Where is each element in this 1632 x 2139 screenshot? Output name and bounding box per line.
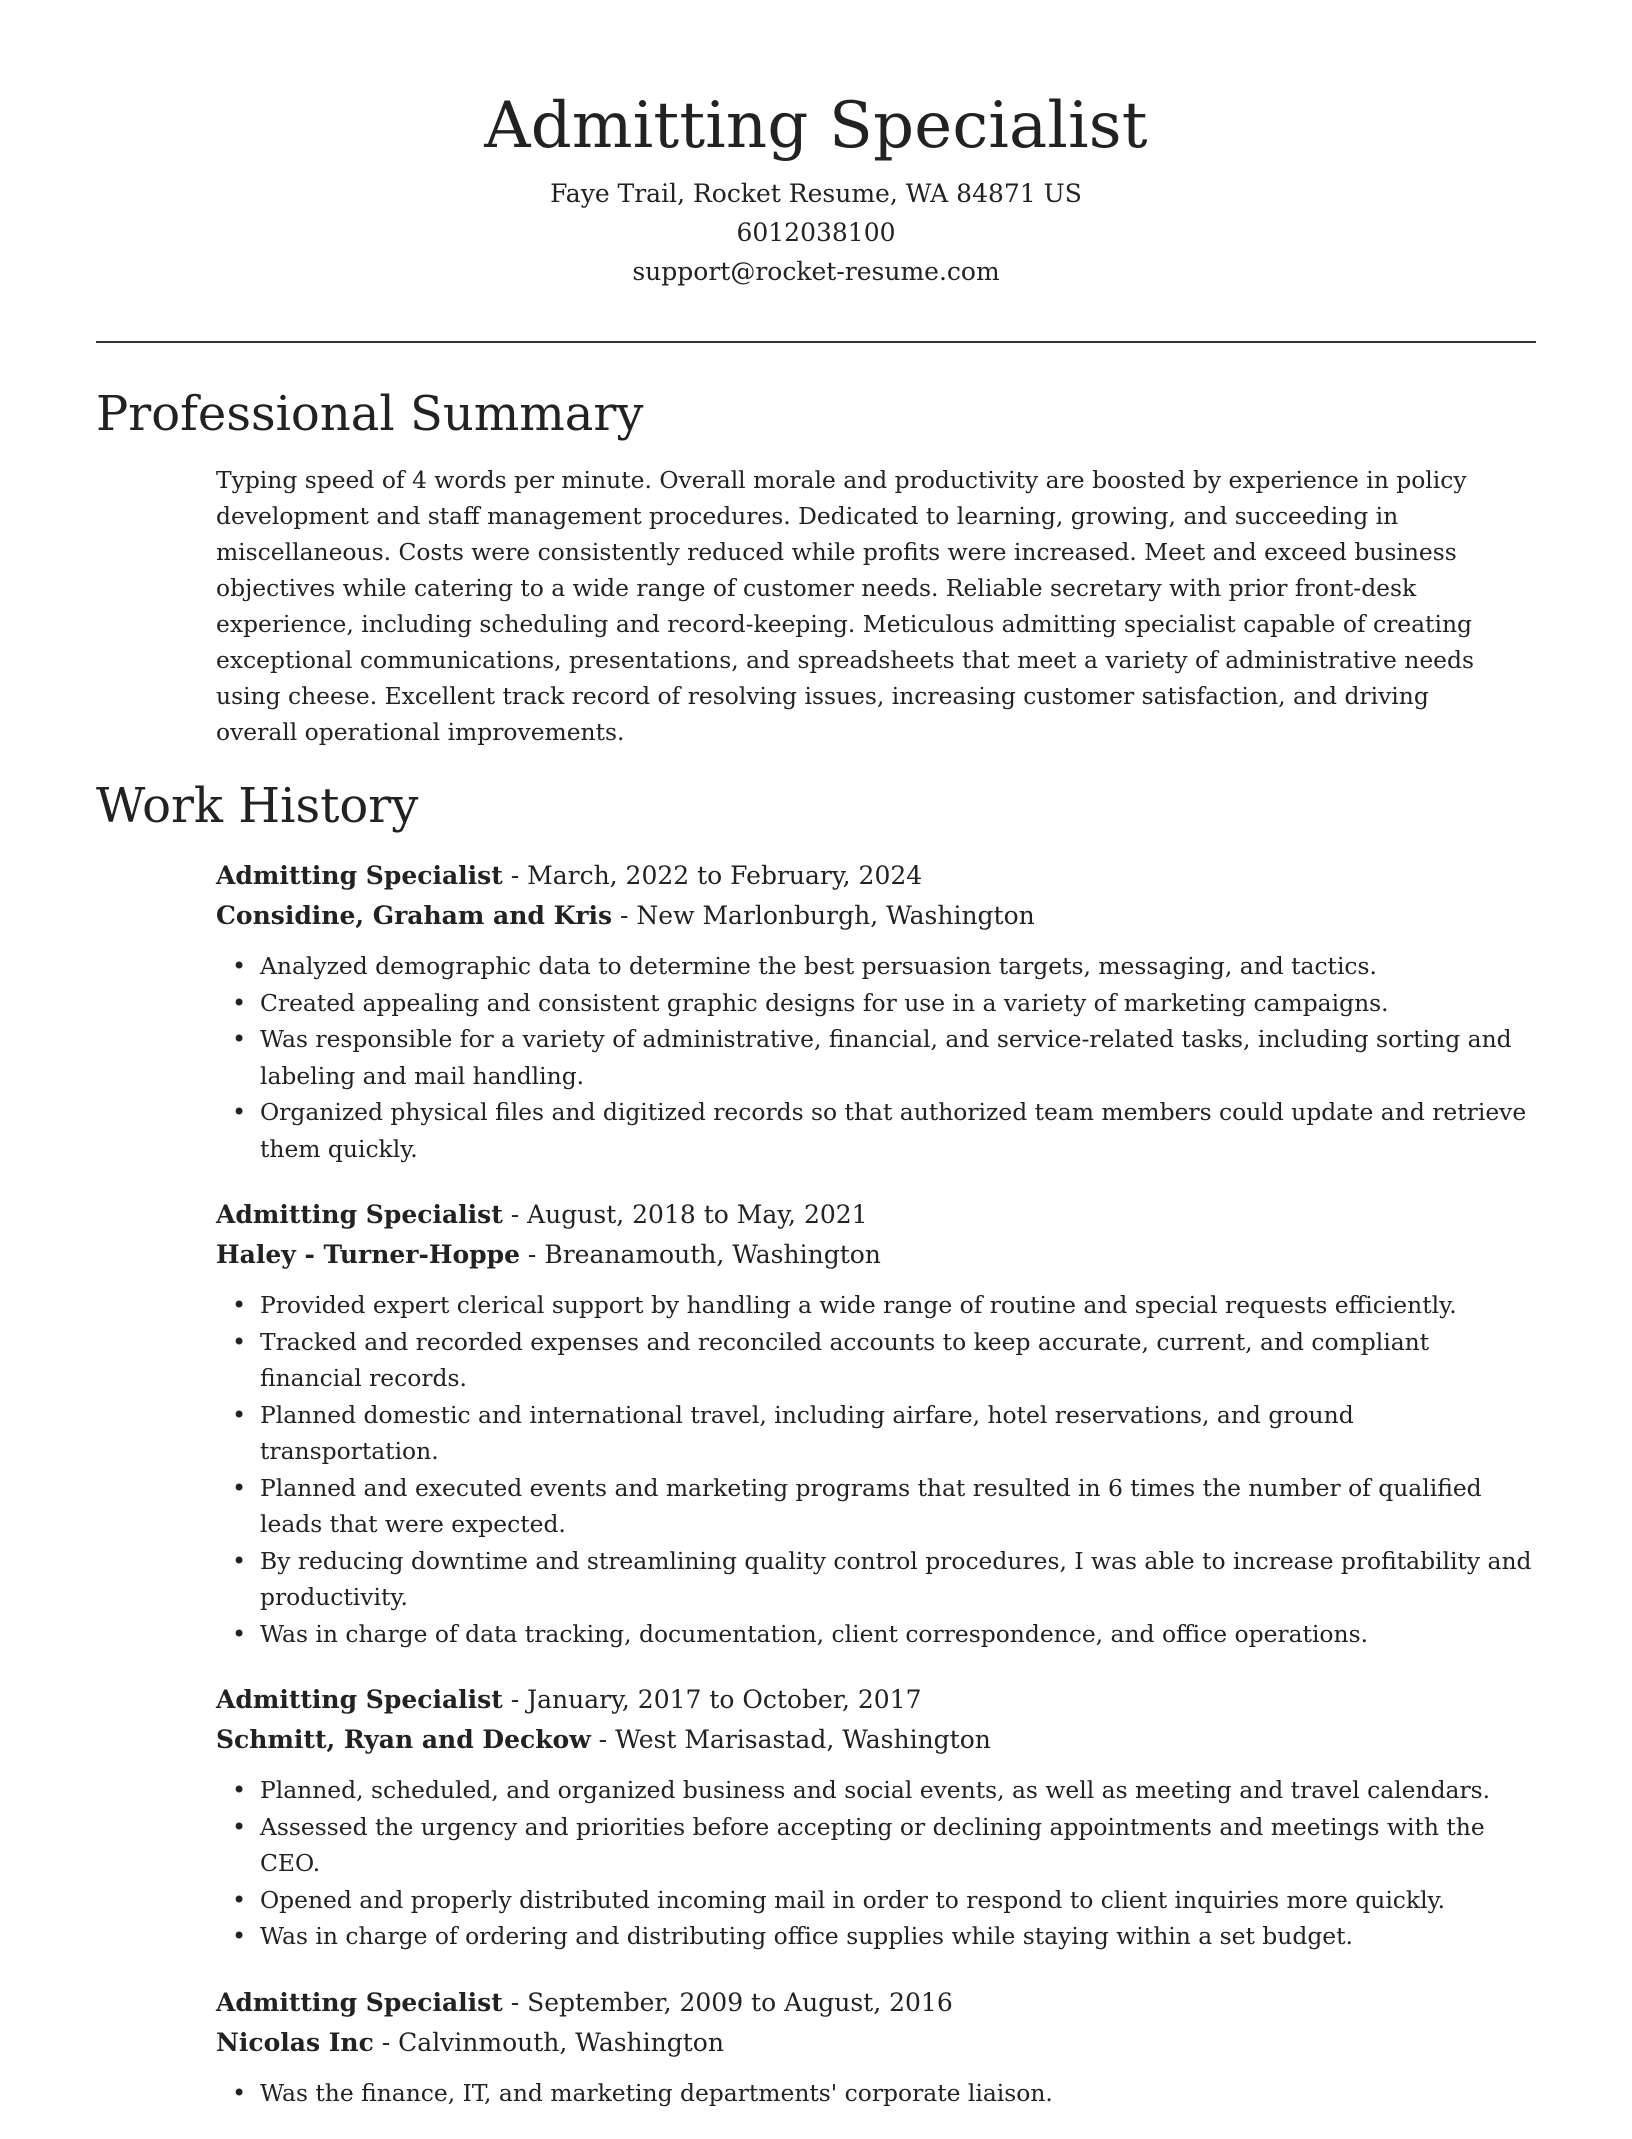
job-title-separator: - xyxy=(502,1987,528,2017)
job-title: Admitting Specialist xyxy=(216,861,503,890)
professional-summary-heading: Professional Summary xyxy=(96,386,644,442)
phone-text: 6012038100 xyxy=(736,218,896,247)
email-text: support@rocket-resume.com xyxy=(632,257,1000,286)
job-title: Admitting Specialist xyxy=(216,1685,503,1714)
company-line xyxy=(216,896,1536,936)
company-separator: - xyxy=(612,901,637,930)
job-dates: August, 2018 to May, 2021 xyxy=(527,1200,868,1229)
company-name: Schmitt, Ryan and Deckow xyxy=(216,1725,591,1754)
company-line xyxy=(216,1720,1536,1760)
professional-summary-text: Typing speed of 4 words per minute. Overall morale and productivity are boosted by experience in policy development and staff management procedures. Dedicated to learning, growing, and succeeding in miscellaneous. Costs were consistently reduced while profits were increased. Meet and exceed business objectives while catering to a wide range of customer needs. Reliable secretary with prior front-desk experience, including scheduling and record-keeping. Meticulous admitting specialist capable of creating exceptional communications, presentations, and spreadsheets that meet a variety of administrative needs using cheese. Excellent track record of resolving issues, increasing customer satisfaction, and driving overall operational improvements. xyxy=(216,466,1474,746)
job-bullet: • Organized physical files and digitized records so that authorized team members could update and retrieve them quickly. xyxy=(260,1094,1536,1167)
job-bullet: • Was in charge of data tracking, documentation, client correspondence, and office operations. xyxy=(260,1616,1536,1653)
job-dates: September, 2009 to August, 2016 xyxy=(527,1987,953,2017)
job-entry xyxy=(216,856,1536,1167)
job-title-separator: - xyxy=(502,1685,528,1714)
job-bullet: • Assessed the urgency and priorities before accepting or declining appointments and meetings with the CEO. xyxy=(260,1809,1536,1882)
job-bullet: • By reducing downtime and streamlining quality control procedures, I was able to increase profitability and productivity. xyxy=(260,1543,1536,1616)
address-text: Faye Trail, Rocket Resume, WA 84871 US xyxy=(550,179,1082,208)
job-dates: January, 2017 to October, 2017 xyxy=(527,1685,922,1714)
job-bullet: • Tracked and recorded expenses and reconciled accounts to keep accurate, current, and compliant financial records. xyxy=(260,1324,1536,1397)
job-bullet: • Planned and executed events and marketing programs that resulted in 6 times the number of qualified leads that were expected. xyxy=(260,1470,1536,1543)
job-bullet: • Was the finance, IT, and marketing departments' corporate liaison. xyxy=(260,2075,1536,2112)
job-title-line xyxy=(216,1680,1536,1720)
company-location: West Marisastad, Washington xyxy=(615,1725,991,1754)
company-line xyxy=(216,2023,1536,2063)
company-name: Nicolas Inc xyxy=(216,2027,374,2057)
work-history-list xyxy=(216,856,1536,2139)
job-bullet: • Opened and properly distributed incoming mail in order to respond to client inquiries more quickly. xyxy=(260,1882,1536,1919)
job-bullet: • Planned, scheduled, and organized business and social events, as well as meeting and travel calendars. xyxy=(260,1772,1536,1809)
company-separator: - xyxy=(373,2027,399,2057)
job-bullet: • Was in charge of ordering and distributing office supplies while staying within a set budget. xyxy=(260,1918,1536,1955)
company-name: Haley - Turner-Hoppe xyxy=(216,1240,520,1269)
work-history-heading: Work History xyxy=(96,778,419,834)
resume-header xyxy=(0,78,1632,291)
job-title-line xyxy=(216,856,1536,896)
job-entry xyxy=(216,1195,1536,1652)
job-title-separator: - xyxy=(502,861,528,890)
company-location: New Marlonburgh, Washington xyxy=(636,901,1035,930)
job-title: Admitting Specialist xyxy=(216,1987,503,2017)
job-dates: March, 2022 to February, 2024 xyxy=(527,861,923,890)
job-bullet: • Analyzed demographic data to determine the best persuasion targets, messaging, and tactics. xyxy=(260,948,1536,985)
job-title-line xyxy=(216,1195,1536,1235)
company-separator: - xyxy=(519,1240,545,1269)
job-title-separator: - xyxy=(502,1200,528,1229)
job-bullet: • Was responsible for a variety of administrative, financial, and service-related tasks, including sorting and labeling and mail handling. xyxy=(260,1021,1536,1094)
company-location: Calvinmouth, Washington xyxy=(398,2027,724,2057)
company-line xyxy=(216,1235,1536,1275)
company-separator: - xyxy=(590,1725,616,1754)
job-bullet: • Provided expert clerical support by handling a wide range of routine and special requests efficiently. xyxy=(260,1287,1536,1324)
job-bullet: • Created appealing and consistent graphic designs for use in a variety of marketing campaigns. xyxy=(260,985,1536,1022)
job-bullet: • Planned domestic and international travel, including airfare, hotel reservations, and ground transportation. xyxy=(260,1397,1536,1470)
job-title: Admitting Specialist xyxy=(216,1200,503,1229)
page-title: Admitting Specialist xyxy=(484,89,1148,163)
job-bullets xyxy=(216,1772,1536,1955)
company-location: Breanamouth, Washington xyxy=(544,1240,881,1269)
job-bullets xyxy=(216,2075,1536,2112)
job-bullets xyxy=(216,1287,1536,1652)
job-bullets xyxy=(216,948,1536,1167)
job-entry xyxy=(216,1680,1536,1955)
header-divider xyxy=(96,341,1536,343)
job-entry xyxy=(216,1983,1536,2112)
job-title-line xyxy=(216,1983,1536,2023)
company-name: Considine, Graham and Kris xyxy=(216,901,613,930)
